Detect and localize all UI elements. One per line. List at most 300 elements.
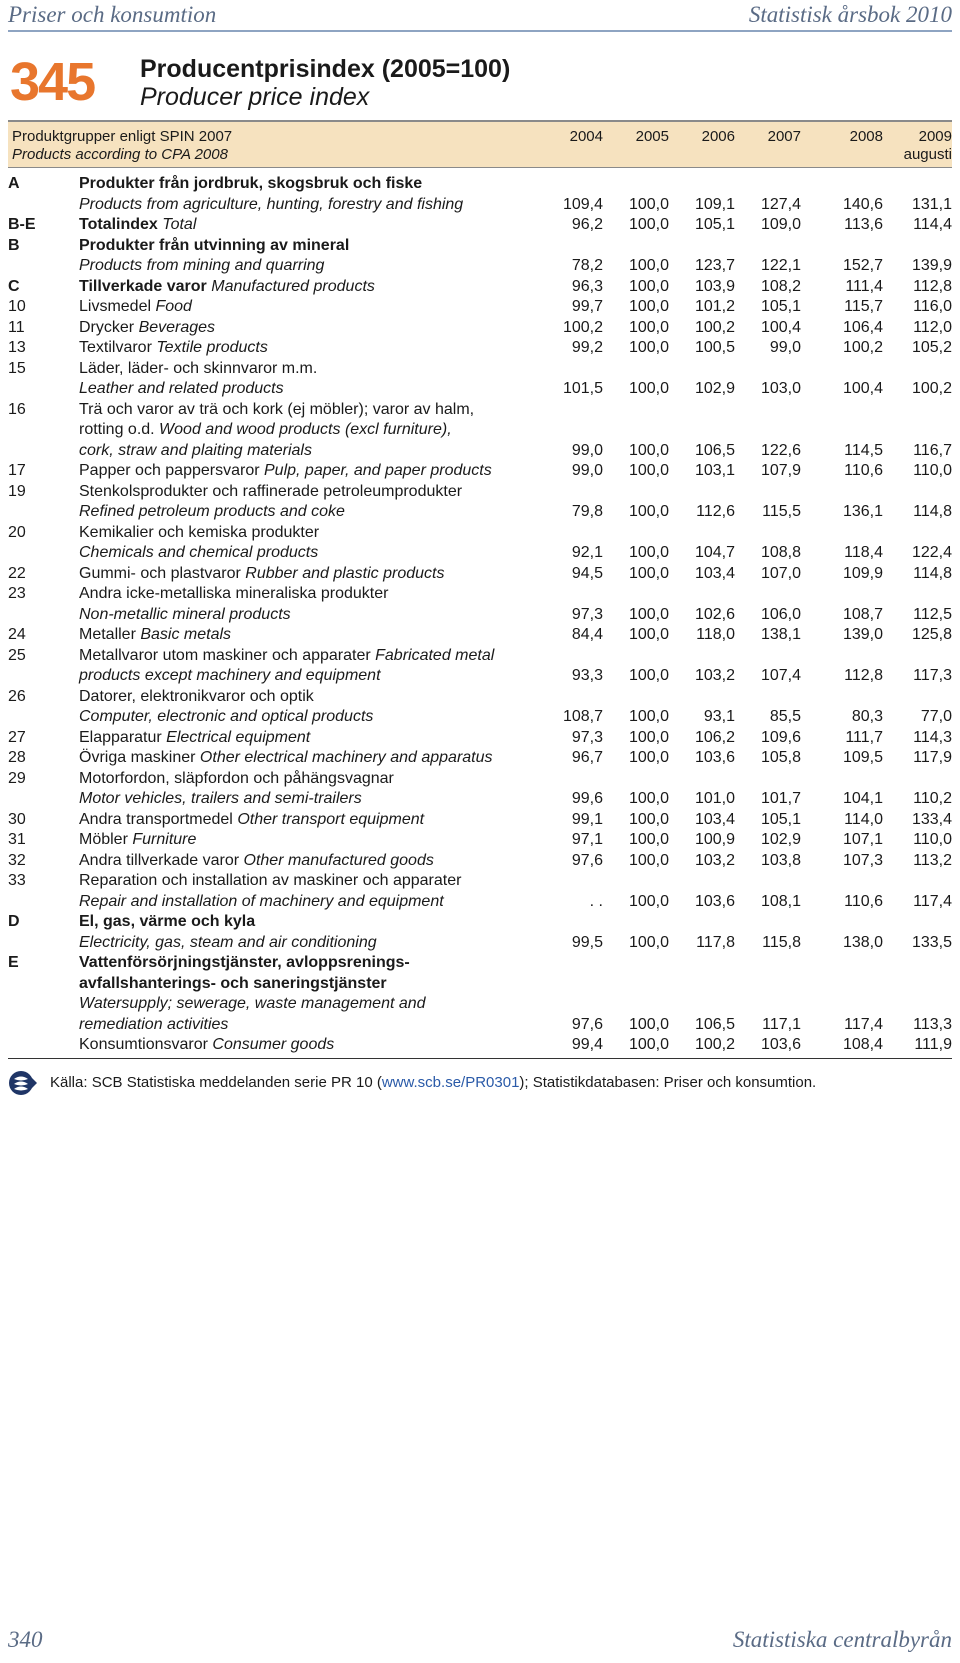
label-english: Motor vehicles, trailers and semi-trailers [79, 790, 362, 807]
label-line [79, 400, 549, 421]
row-code: 25 [8, 646, 26, 664]
label-english: Other electrical machinery and apparatus [199, 749, 493, 766]
value-cell: 103,4 [694, 564, 735, 582]
value-cell: 114,0 [844, 810, 883, 828]
label-line [79, 687, 549, 708]
row-code: 20 [8, 523, 26, 541]
value-cell: 100,0 [628, 318, 669, 336]
value-cell: 100,0 [628, 298, 669, 315]
value-cell: 109,4 [562, 195, 603, 213]
value-cell: 116,7 [913, 441, 952, 459]
value-cell: 100,0 [628, 339, 669, 356]
product-group-header [12, 128, 232, 164]
value-cell: 138,0 [842, 933, 883, 951]
running-head [8, 0, 952, 32]
row-code: 31 [8, 831, 26, 848]
page-number: 340 [8, 1627, 43, 1652]
row-values [8, 933, 952, 954]
source-note [8, 1070, 952, 1096]
value-cell: 108,1 [760, 892, 801, 910]
label-line [79, 584, 549, 605]
value-cell: 100,9 [694, 831, 735, 848]
label-swedish: Textilvaror [79, 339, 157, 356]
label-swedish: Papper och pappersvaror [79, 462, 264, 479]
value-cell: 114,4 [913, 216, 952, 233]
value-cell: 100,0 [628, 380, 669, 397]
value-cell: 92,1 [571, 544, 603, 561]
row-values [8, 277, 952, 298]
label-swedish: Motorfordon, släpfordon och påhängsvagnar [79, 769, 394, 787]
label-swedish: Stenkolsprodukter och raffinerade petroleumprodukter [79, 482, 463, 500]
row-values [8, 564, 952, 585]
label-swedish: Produkter från jordbruk, skogsbruk och fiske [79, 175, 423, 192]
label-swedish: Metallvaror utom maskiner och apparater [79, 646, 376, 664]
label-english: Total [162, 216, 197, 233]
table-title-english: Producer price index [140, 83, 370, 111]
value-cell: 100,0 [628, 626, 669, 643]
value-cell: 103,4 [694, 810, 735, 828]
value-cell: 109,6 [760, 728, 801, 746]
row-code: 19 [8, 482, 26, 500]
label-english: Repair and installation of machinery and equipment [79, 892, 444, 910]
table-row [8, 646, 952, 687]
value-cell: 107,4 [760, 667, 801, 684]
value-cell: 100,2 [694, 318, 735, 336]
value-cell: 117,4 [913, 892, 952, 910]
year-sublabel: augusti [903, 146, 952, 163]
table-row [8, 236, 952, 277]
row-values [8, 666, 952, 687]
value-cell: 100,0 [628, 749, 669, 766]
value-cell: 100,0 [628, 933, 669, 951]
value-cell: 103,2 [694, 667, 735, 684]
row-code: 32 [8, 851, 26, 869]
value-cell: 100,2 [694, 1036, 735, 1053]
label-swedish: rotting o.d. [79, 421, 160, 438]
value-cell: 113,6 [844, 216, 883, 233]
value-cell: 117,8 [696, 933, 735, 951]
value-cell: 80,3 [851, 708, 883, 725]
label-swedish: Datorer, elektronikvaror och optik [79, 687, 314, 705]
value-cell: 113,2 [913, 851, 952, 869]
value-cell: 110,2 [913, 790, 952, 807]
label-english: Non-metallic mineral products [79, 605, 291, 623]
value-cell: 101,0 [694, 790, 735, 807]
label-swedish: Totalindex [79, 216, 163, 233]
table-row [8, 359, 952, 400]
value-cell: 105,1 [760, 810, 801, 828]
value-cell: 111,7 [845, 728, 883, 746]
label-swedish: Övriga maskiner [79, 749, 200, 766]
value-cell: 100,0 [628, 195, 669, 213]
label-english: Computer, electronic and optical products [79, 708, 374, 725]
label-swedish: Kemikalier och kemiska produkter [79, 523, 320, 541]
source-suffix: ); Statistikdatabasen: Priser och konsumtion. [519, 1074, 817, 1091]
row-values [8, 892, 952, 913]
source-text [50, 1074, 816, 1091]
table-title-swedish: Producentprisindex (2005=100) [140, 55, 511, 83]
table-row [8, 912, 952, 953]
label-line [79, 912, 549, 933]
value-cell: 112,8 [913, 277, 952, 295]
label-swedish: Drycker [79, 318, 139, 336]
value-cell: 93,3 [571, 667, 603, 684]
value-cell: 117,1 [762, 1015, 801, 1033]
value-cell: 103,9 [694, 277, 735, 295]
label-line [79, 953, 549, 974]
value-cell: 100,0 [628, 1036, 669, 1053]
year-header: 2005 [635, 128, 669, 145]
row-values [8, 625, 952, 646]
label-swedish: Konsumtionsvaror [79, 1036, 213, 1053]
publication-title: Statistisk årsbok 2010 [748, 2, 952, 27]
value-cell: 100,2 [562, 318, 603, 336]
value-cell: 112,5 [913, 605, 952, 623]
value-cell: 99,1 [571, 810, 603, 828]
value-cell: 108,8 [760, 544, 801, 561]
row-code: A [8, 175, 20, 192]
value-cell: 100,0 [628, 564, 669, 582]
row-values [8, 195, 952, 216]
value-cell: 99,0 [571, 462, 603, 479]
row-code: B-E [8, 216, 36, 233]
value-cell: 106,2 [694, 728, 735, 746]
row-values [8, 810, 952, 831]
value-cell: 99,2 [571, 339, 603, 356]
row-values [8, 461, 952, 482]
value-cell: 139,9 [911, 257, 952, 274]
row-values [8, 338, 952, 359]
label-swedish: Reparation och installation av maskiner och apparater [79, 872, 462, 889]
label-english: Products from mining and quarring [79, 257, 325, 274]
value-cell: 117,9 [913, 749, 952, 766]
row-code: 16 [8, 400, 26, 418]
value-cell: 105,8 [760, 749, 801, 766]
table-row [8, 953, 952, 1035]
value-cell: 97,6 [571, 851, 603, 869]
label-swedish: Livsmedel [79, 298, 156, 315]
value-cell: 115,7 [844, 298, 883, 315]
value-cell: 100,0 [628, 831, 669, 848]
label-english: Watersupply; sewerage, waste management and [79, 995, 426, 1012]
value-cell: 96,3 [571, 277, 603, 295]
value-cell: 100,0 [628, 851, 669, 869]
row-code: 11 [8, 318, 25, 336]
value-cell: 99,6 [571, 790, 603, 807]
label-swedish: Andra tillverkade varor [79, 851, 244, 869]
row-values [8, 297, 952, 318]
row-values [8, 256, 952, 277]
group-header-swedish: Produktgrupper enligt SPIN 2007 [12, 128, 233, 145]
table-row [8, 871, 952, 912]
label-english: Electricity, gas, steam and air conditioning [79, 933, 377, 951]
row-code: 30 [8, 810, 26, 828]
value-cell: 118,0 [696, 626, 735, 643]
year-header: 2008 [849, 128, 883, 145]
value-cell: 116,0 [913, 298, 952, 315]
table-row [8, 523, 952, 564]
value-cell: 152,7 [842, 257, 883, 274]
table-row [8, 851, 952, 872]
value-cell: 94,5 [571, 564, 603, 582]
value-cell: 99,0 [769, 339, 801, 356]
value-cell: 105,2 [911, 339, 952, 356]
value-cell: 107,1 [842, 831, 883, 848]
value-cell: 97,1 [571, 831, 603, 848]
row-code: D [8, 913, 20, 930]
label-line [79, 523, 549, 544]
row-values [8, 318, 952, 339]
value-cell: 100,0 [628, 257, 669, 274]
value-cell: 133,4 [911, 810, 952, 828]
row-values [8, 789, 952, 810]
value-cell: 108,2 [760, 277, 801, 295]
value-cell: 106,5 [694, 441, 735, 459]
value-cell: 122,4 [911, 544, 952, 561]
label-line [79, 359, 549, 380]
value-cell: 139,0 [842, 626, 883, 643]
value-cell: 104,1 [842, 790, 883, 807]
label-line [79, 236, 549, 257]
value-cell: 103,1 [694, 462, 735, 479]
value-cell: 100,0 [628, 790, 669, 807]
label-english: Wood and wood products (excl furniture), [159, 421, 452, 438]
label-english: Other transport equipment [237, 810, 425, 828]
value-cell: 103,2 [694, 851, 735, 869]
label-english: cork, straw and plaiting materials [79, 441, 312, 459]
value-cell: 100,2 [911, 380, 952, 397]
label-english: Food [155, 298, 192, 315]
label-english: remediation activities [79, 1015, 229, 1033]
value-cell: 107,0 [760, 564, 801, 582]
value-cell: 110,6 [844, 892, 883, 910]
value-cell: 109,9 [842, 564, 883, 582]
row-code: C [8, 277, 20, 295]
label-swedish: Produkter från utvinning av mineral [79, 236, 350, 254]
value-cell: 79,8 [571, 503, 603, 520]
value-cell: 115,8 [762, 933, 801, 951]
year-header-last [886, 128, 952, 164]
value-cell: 100,0 [628, 605, 669, 623]
value-cell: 103,0 [760, 380, 801, 397]
value-cell: 122,6 [760, 441, 801, 459]
value-cell: 111,4 [845, 277, 883, 295]
value-cell: 100,0 [628, 503, 669, 520]
value-cell: 114,8 [913, 564, 952, 582]
row-code: B [8, 236, 20, 254]
row-code: 17 [8, 462, 26, 479]
row-values [8, 543, 952, 564]
value-cell: 78,2 [571, 257, 603, 274]
section-title: Priser och konsumtion [8, 2, 217, 27]
table-number: 345 [10, 52, 95, 112]
year-header: 2004 [569, 128, 603, 145]
row-code: 10 [8, 298, 26, 315]
value-cell: 107,3 [842, 851, 883, 869]
group-header-english: Products according to CPA 2008 [12, 146, 228, 163]
publisher-name: Statistiska centralbyrån [732, 1627, 952, 1652]
table-row [8, 400, 952, 462]
row-code: E [8, 954, 19, 971]
value-cell: 101,5 [562, 380, 603, 397]
row-values [8, 1015, 952, 1036]
value-cell: 100,0 [628, 810, 669, 828]
value-cell: 103,6 [694, 749, 735, 766]
value-cell: 100,4 [842, 380, 883, 397]
table-row [8, 318, 952, 339]
value-cell: 110,0 [913, 462, 952, 479]
table-row [8, 584, 952, 625]
label-english: Fabricated metal [375, 646, 495, 664]
label-english: products except machinery and equipment [79, 667, 381, 684]
value-cell: 113,3 [913, 1015, 952, 1033]
source-link[interactable]: www.scb.se/PR0301 [381, 1074, 520, 1091]
value-cell: 115,5 [762, 503, 801, 520]
value-cell: 112,0 [913, 318, 952, 336]
row-values [8, 215, 952, 236]
row-code: 28 [8, 749, 26, 766]
table-row [8, 810, 952, 831]
row-code: 22 [8, 564, 26, 582]
label-english: Textile products [156, 339, 268, 356]
value-cell: 96,7 [571, 749, 603, 766]
row-code: 15 [8, 359, 26, 377]
label-english: Consumer goods [212, 1036, 335, 1053]
label-line [79, 769, 549, 790]
table-row [8, 461, 952, 482]
table-row [8, 728, 952, 749]
table-row [8, 830, 952, 851]
row-code: 33 [8, 872, 26, 889]
label-line [79, 420, 549, 441]
label-line [79, 646, 549, 667]
row-code: 26 [8, 687, 26, 705]
label-swedish: El, gas, värme och kyla [79, 913, 256, 930]
value-cell: 84,4 [571, 626, 603, 643]
label-english: Other manufactured goods [243, 851, 434, 869]
column-header [8, 120, 952, 168]
label-english: Refined petroleum products and coke [79, 503, 345, 520]
value-cell: 100,0 [628, 892, 669, 910]
value-cell: 140,6 [842, 195, 883, 213]
row-values [8, 379, 952, 400]
row-code: 13 [8, 339, 26, 356]
label-line [79, 871, 549, 892]
row-values [8, 1035, 952, 1056]
value-cell: 104,7 [694, 544, 735, 561]
value-cell: 100,4 [760, 318, 801, 336]
table-body [8, 174, 952, 1056]
value-cell: 100,0 [628, 708, 669, 725]
value-cell: 101,7 [760, 790, 801, 807]
label-english: Leather and related products [79, 380, 284, 397]
year-label: 2009 [918, 128, 952, 145]
value-cell: 125,8 [911, 626, 952, 643]
year-header: 2007 [767, 128, 801, 145]
value-cell: 108,7 [842, 605, 883, 623]
value-cell: 105,1 [760, 298, 801, 315]
value-cell: 112,6 [696, 503, 735, 520]
value-cell: 102,9 [760, 831, 801, 848]
value-cell: 96,2 [571, 216, 603, 233]
value-cell: 99,0 [571, 441, 603, 459]
value-cell: 97,3 [571, 605, 603, 623]
value-cell: 99,4 [571, 1036, 603, 1053]
value-cell: 114,5 [844, 441, 883, 459]
value-cell: 110,6 [844, 462, 883, 479]
table-row [8, 215, 952, 236]
value-cell: 77,0 [920, 708, 952, 725]
table-bottom-rule [8, 1058, 952, 1059]
row-values [8, 830, 952, 851]
label-swedish: avfallshanterings- och saneringstjänster [79, 974, 387, 992]
table-row [8, 297, 952, 318]
label-swedish: Läder, läder- och skinnvaror m.m. [79, 359, 318, 377]
table-title-block [8, 52, 952, 112]
value-cell: 100,0 [628, 667, 669, 684]
label-swedish: Tillverkade varor [79, 277, 212, 295]
value-cell: 127,4 [760, 195, 801, 213]
label-english: Chemicals and chemical products [79, 544, 319, 561]
value-cell: 123,7 [694, 257, 735, 274]
label-english: Rubber and plastic products [245, 564, 445, 582]
value-cell: 136,1 [842, 503, 883, 520]
row-code: 29 [8, 769, 26, 787]
row-values [8, 728, 952, 749]
table-row [8, 769, 952, 810]
table-row [8, 174, 952, 215]
value-cell: 100,0 [628, 441, 669, 459]
table-row [8, 687, 952, 728]
table-row [8, 338, 952, 359]
label-english: Furniture [132, 831, 197, 848]
label-swedish: Metaller [79, 626, 141, 643]
value-cell: 114,8 [913, 503, 952, 520]
value-cell: 85,5 [769, 708, 801, 725]
table-row [8, 564, 952, 585]
row-values [8, 748, 952, 769]
label-english: Pulp, paper, and paper products [264, 462, 492, 479]
value-cell: 109,0 [760, 216, 801, 233]
value-cell: 99,5 [571, 933, 603, 951]
row-code: 23 [8, 585, 26, 602]
value-cell: 100,0 [628, 216, 669, 233]
label-swedish: Gummi- och plastvaror [79, 564, 246, 582]
label-english: Manufactured products [211, 277, 375, 295]
value-cell: 107,9 [760, 462, 801, 479]
label-line [79, 482, 549, 503]
value-cell: 99,7 [571, 298, 603, 315]
label-english: Beverages [138, 318, 216, 336]
value-cell: 131,1 [911, 195, 952, 213]
value-cell: 100,0 [628, 277, 669, 295]
row-values [8, 502, 952, 523]
value-cell: 100,0 [628, 1015, 669, 1033]
value-cell: 117,4 [844, 1015, 883, 1033]
row-code: 27 [8, 728, 26, 746]
label-english: Electrical equipment [166, 728, 311, 746]
value-cell: 111,9 [914, 1036, 952, 1053]
table-row [8, 277, 952, 298]
value-cell: 106,4 [842, 318, 883, 336]
value-cell: 114,3 [913, 728, 952, 746]
value-cell: 133,5 [911, 933, 952, 951]
value-cell: 103,6 [694, 892, 735, 910]
table-row [8, 1035, 952, 1056]
value-cell: 100,5 [694, 339, 735, 356]
value-cell: 110,0 [913, 831, 952, 848]
value-cell: 112,8 [844, 667, 883, 684]
